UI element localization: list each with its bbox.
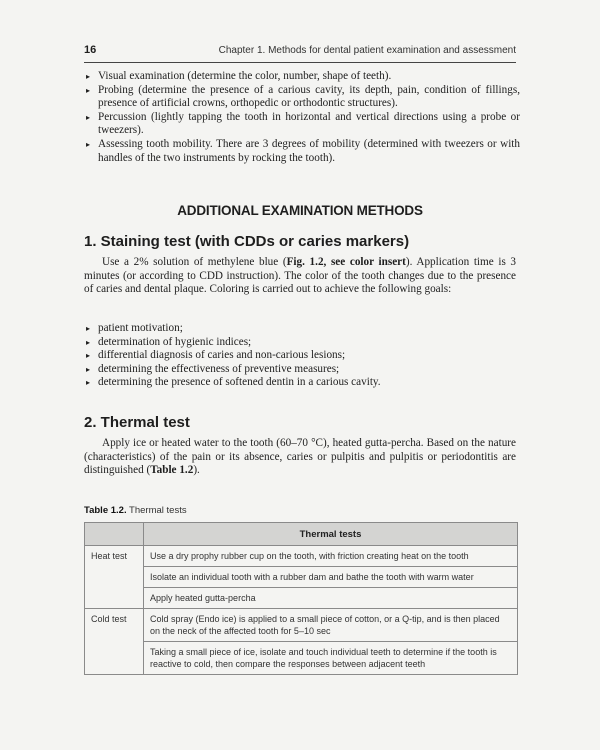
table-row bbox=[85, 588, 518, 609]
table-row bbox=[85, 546, 518, 567]
thermal-paragraph: Apply ice or heated water to the tooth (60–70 °C), heated gutta-percha. Based on the nature (characteristics) of the pain or its absence, caries or pulpitis and pulpitis or periodontitis are distinguished (Table 1.2). bbox=[84, 437, 516, 477]
list-item: ▸ Assessing tooth mobility. There are 3 degrees of mobility (determined with tweezers or with handles of the two instruments by rocking the tooth). bbox=[86, 137, 520, 164]
page-number: 16 bbox=[84, 44, 97, 56]
list-item: ▸ differential diagnosis of caries and non-carious lesions; bbox=[86, 349, 346, 362]
table-header-spacer bbox=[85, 523, 144, 546]
bullet-icon: ▸ bbox=[86, 364, 91, 374]
bullet-icon: ▸ bbox=[86, 378, 91, 388]
table-header: Thermal tests bbox=[144, 523, 518, 546]
running-head bbox=[84, 44, 516, 63]
table-cell: Isolate an individual tooth with a rubber dam and bathe the tooth with warm water bbox=[144, 567, 518, 588]
table-reference: Table 1.2 bbox=[150, 464, 194, 477]
cold-test-label: Cold test bbox=[85, 609, 144, 675]
chapter-title: Chapter 1. Methods for dental patient examination and assessment bbox=[218, 45, 516, 56]
bullet-icon: ▸ bbox=[86, 337, 91, 347]
figure-reference: Fig. 1.2, see color insert bbox=[286, 256, 406, 268]
list-item: ▸ determining the presence of softened dentin in a carious cavity. bbox=[86, 376, 381, 389]
list-item: ▸ determining the effectiveness of preventive measures; bbox=[86, 362, 340, 375]
list-item: ▸ Probing (determine the presence of a carious cavity, its depth, pain, condition of fillings, presence of artificial crowns, orthopedic or orthodontic structures). bbox=[86, 83, 520, 110]
table-row bbox=[85, 567, 518, 588]
thermal-test-heading: 2. Thermal test bbox=[84, 414, 190, 431]
heat-test-label: Heat test bbox=[85, 546, 144, 609]
table-cell: Apply heated gutta-percha bbox=[144, 588, 518, 609]
bullet-icon: ▸ bbox=[86, 72, 91, 81]
table-row bbox=[85, 609, 518, 642]
bullet-icon: ▸ bbox=[86, 324, 91, 333]
table-header-row bbox=[85, 523, 518, 546]
thermal-tests-table bbox=[84, 522, 518, 675]
staining-test-heading: 1. Staining test (with CDDs or caries markers) bbox=[84, 233, 410, 250]
goals-list bbox=[84, 322, 516, 390]
bullet-icon: ▸ bbox=[86, 351, 91, 361]
list-item: ▸ patient motivation; bbox=[86, 322, 183, 334]
table-cell: Cold spray (Endo ice) is applied to a small piece of cotton, or a Q-tip, and is then placed on the neck of the affected tooth for 5–10 sec bbox=[144, 609, 518, 642]
list-item: ▸ determination of hygienic indices; bbox=[86, 335, 252, 348]
bullet-icon: ▸ bbox=[86, 85, 91, 95]
table-cell: Taking a small piece of ice, isolate and touch individual teeth to determine if the tooth is reactive to cold, then compare the responses between adjacent teeth bbox=[144, 642, 518, 675]
table-row bbox=[85, 642, 518, 675]
section-heading: ADDITIONAL EXAMINATION METHODS bbox=[177, 203, 423, 218]
list-item: ▸ Percussion (lightly tapping the tooth in horizontal and vertical directions using a probe or tweezers). bbox=[86, 110, 520, 137]
staining-paragraph: Use a 2% solution of methylene blue (Fig. 1.2, see color insert). Application time is 3 minutes (or according to CDD instruction). The color of the tooth changes due to the presence of caries and dental plaque. Coloring is carried out to achieve the following goals: bbox=[84, 256, 517, 296]
list-item: ▸ Visual examination (determine the color, number, shape of teeth). bbox=[86, 70, 392, 82]
bullet-icon: ▸ bbox=[86, 139, 91, 149]
bullet-icon: ▸ bbox=[86, 112, 91, 122]
table-cell: Use a dry prophy rubber cup on the tooth, with friction creating heat on the tooth bbox=[144, 546, 518, 567]
intro-bullet-list bbox=[84, 70, 520, 165]
table-caption: Table 1.2. Thermal tests bbox=[84, 505, 187, 516]
